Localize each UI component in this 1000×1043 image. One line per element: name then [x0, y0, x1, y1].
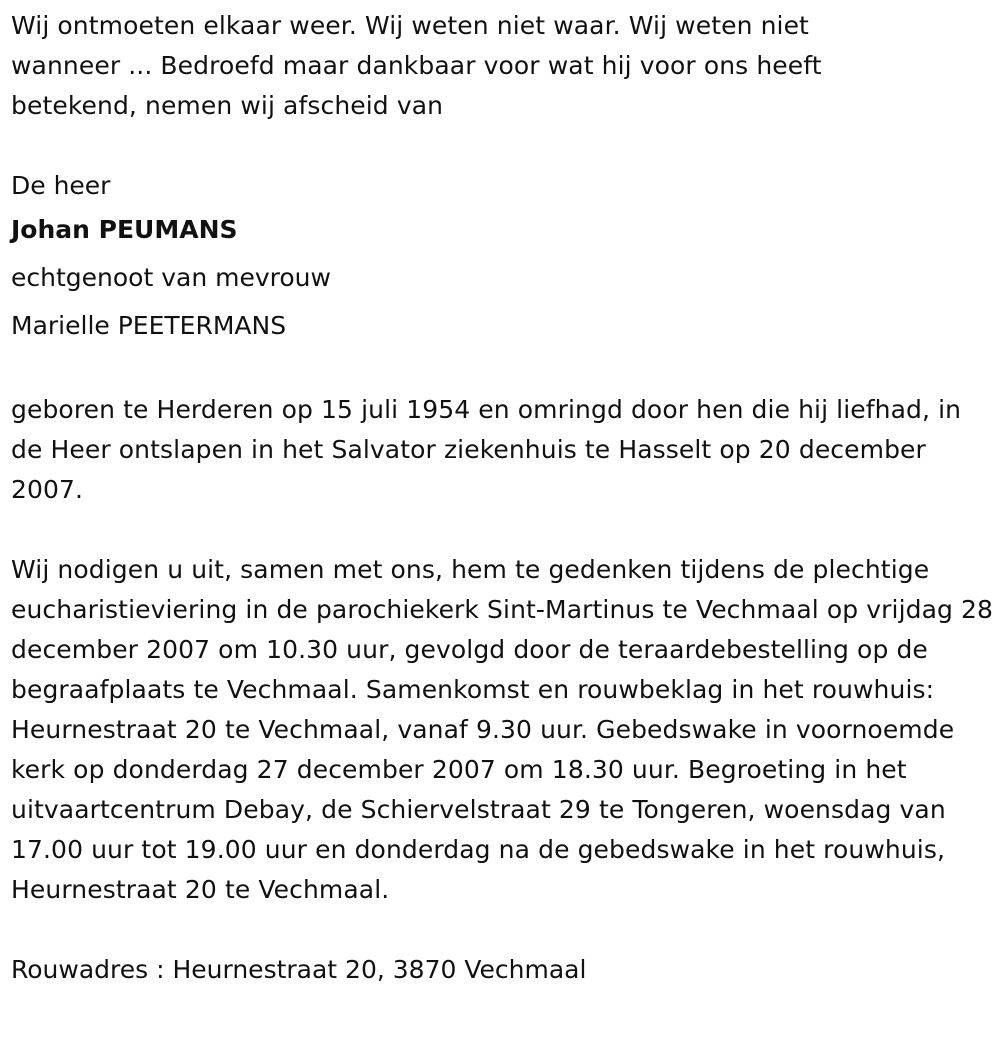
spacer — [11, 126, 991, 166]
spacer — [11, 350, 991, 390]
spacer — [11, 910, 991, 950]
mourning-address: Rouwadres : Heurnestraat 20, 3870 Vechmaal — [11, 955, 587, 984]
spouse-name: Marielle PEETERMANS — [11, 311, 287, 340]
invitation-paragraph: Wij nodigen u uit, samen met ons, hem te gedenken tijdens de plechtige eucharistieviering in de parochiekerk Sint-Martinus te Vechmaal op vrijdag 28 december 2007 om 10.30 uur, gevolgd door de teraardebestelling op de begraafplaats te Vechmaal. Samenkomst en rouwbeklag in het rouwhuis: Heurnestraat 20 te Vechmaal, vanaf 9.30 uur. Gebedswake in voornoemde kerk op donderdag 27 december 2007 om 18.30 uur. Begroeting in het uitvaartcentrum Debay, de Schiervelstraat 29 te Tongeren, woensdag van 17.00 uur tot 19.00 uur en donderdag na de gebedswake in het rouwhuis, Heurnestraat 20 te Vechmaal. — [11, 555, 994, 904]
intro-paragraph: Wij ontmoeten elkaar weer. Wij weten niet waar. Wij weten niet wanneer ... Bedroefd maar dankbaar voor wat hij voor ons heeft betekend, nemen wij afscheid van — [11, 11, 822, 120]
spacer — [11, 510, 991, 550]
birth-death-paragraph: geboren te Herderen op 15 juli 1954 en omringd door hen die hij liefhad, in de Heer ontslapen in het Salvator ziekenhuis te Hasselt op 20 december 2007. — [11, 395, 962, 504]
spouse-label: echtgenoot van mevrouw — [11, 263, 331, 292]
obituary-document — [11, 6, 994, 990]
deceased-name: Johan PEUMANS — [11, 215, 238, 244]
salutation: De heer — [11, 171, 111, 200]
